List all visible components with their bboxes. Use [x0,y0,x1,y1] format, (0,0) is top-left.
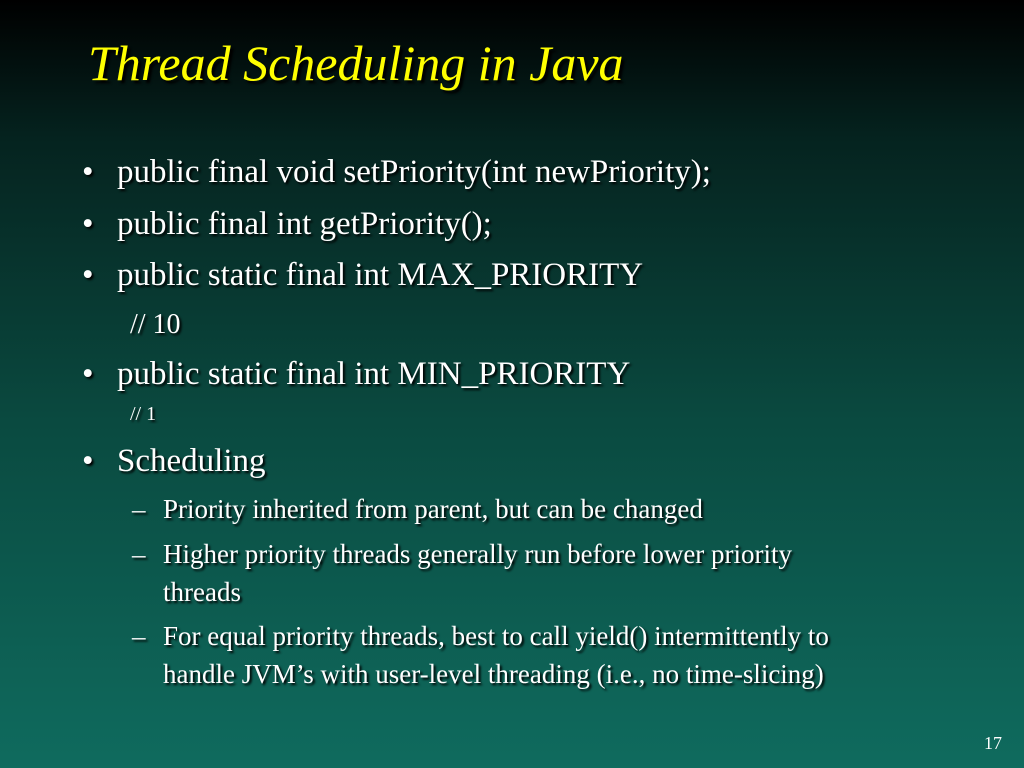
bullet-text: Scheduling [117,443,266,479]
bullet-note-max: // 10 [130,309,181,340]
bullet-text: public final int getPriority(); [117,206,492,242]
page-number: 17 [984,733,1002,753]
bullet-note-min: // 1 [130,403,157,425]
sub-bullet-dash: – [132,539,146,569]
bullet-dot: • [82,154,94,190]
sub-bullet-dash: – [132,494,146,524]
bullet-text: public static final int MAX_PRIORITY [117,257,644,293]
sub-bullet-text: For equal priority threads, best to call yield() intermittently to handle JVM’s with user-level threading (i.e., no time-slicing) [163,621,829,689]
bullet-dot: • [82,443,94,479]
sub-bullet-text: Higher priority threads generally run before lower priority threads [163,539,793,607]
bullet-text: public static final int MIN_PRIORITY [117,356,631,392]
bullet-text: public final void setPriority(int newPriority); [117,154,711,190]
bullet-dot: • [82,206,94,242]
sub-bullet-dash: – [132,621,146,651]
sub-bullet-text: Priority inherited from parent, but can be changed [163,494,703,524]
bullet-dot: • [82,257,94,293]
slide-title: Thread Scheduling in Java [88,35,624,91]
bullet-dot: • [82,356,94,392]
